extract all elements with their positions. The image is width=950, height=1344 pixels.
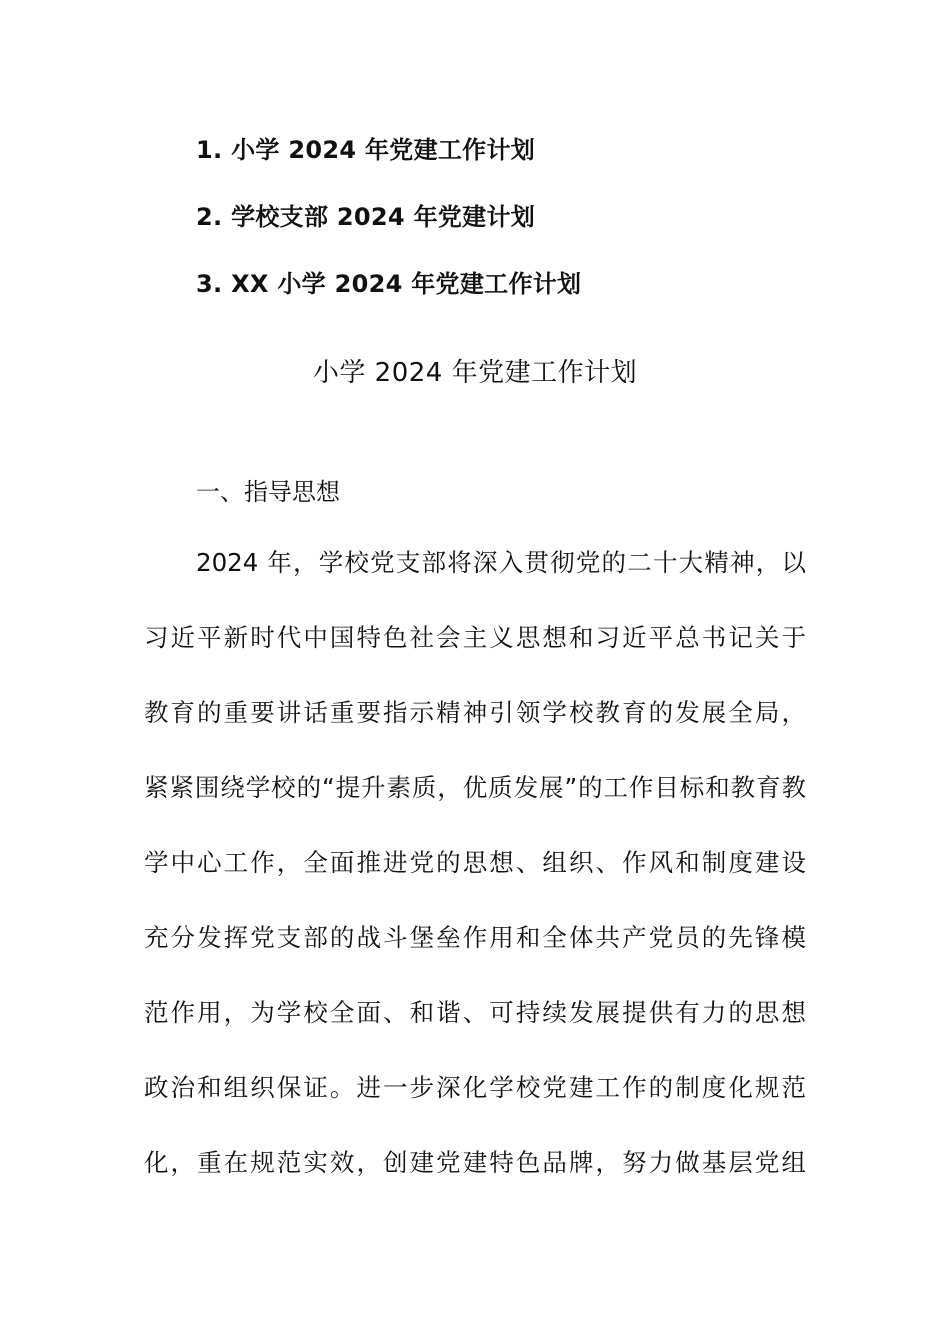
table-of-contents <box>196 128 836 329</box>
paragraph-line: 化，重在规范实效，创建党建特色品牌，努力做基层党组 <box>144 1148 806 1177</box>
paragraph-line: 习近平新时代中国特色社会主义思想和习近平总书记关于 <box>144 623 806 652</box>
paragraph-line: 政治和组织保证。进一步深化学校党建工作的制度化规范 <box>144 1073 806 1102</box>
body-paragraph <box>144 540 806 1215</box>
paragraph-line: 充分发挥党支部的战斗堡垒作用和全体共产党员的先锋模 <box>144 923 806 952</box>
paragraph-line: 教育的重要讲话重要指示精神引领学校教育的发展全局， <box>144 698 806 727</box>
section-heading: 一、指导思想 <box>196 478 340 506</box>
paragraph-line: 2024 年，学校党支部将深入贯彻党的二十大精神，以 <box>196 548 806 577</box>
paragraph-line: 学中心工作，全面推进党的思想、组织、作风和制度建设 <box>144 848 806 877</box>
toc-item-3: 3. XX 小学 2024 年党建工作计划 <box>196 270 582 298</box>
toc-item-1: 1. 小学 2024 年党建工作计划 <box>196 136 536 164</box>
paragraph-line: 紧紧围绕学校的“提升素质，优质发展”的工作目标和教育教 <box>144 773 806 802</box>
toc-item-2: 2. 学校支部 2024 年党建计划 <box>196 203 536 231</box>
document-title: 小学 2024 年党建工作计划 <box>312 358 638 388</box>
paragraph-line: 范作用，为学校全面、和谐、可持续发展提供有力的思想 <box>144 998 806 1027</box>
